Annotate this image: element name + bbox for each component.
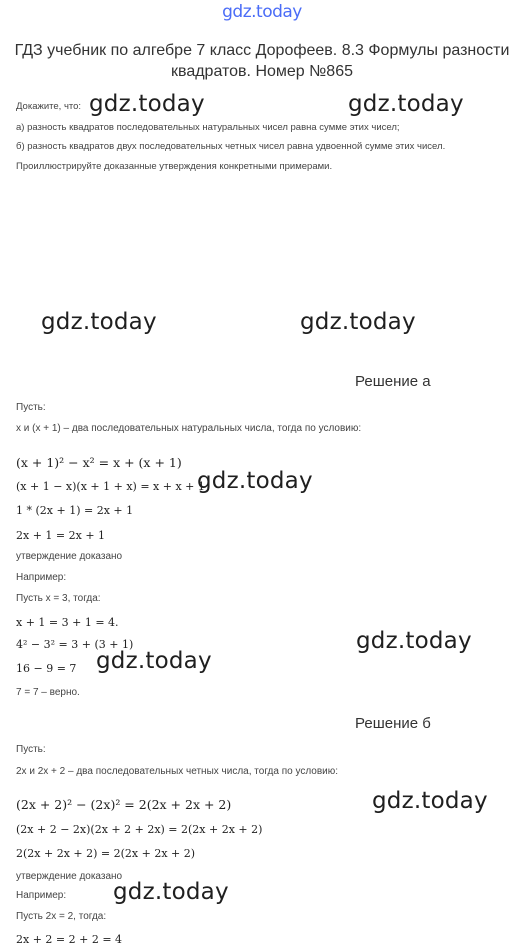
solution-a-let: Пусть: — [16, 402, 46, 413]
solution-a-let-value: Пусть x = 3, тогда: — [16, 593, 101, 604]
solution-a-proven: утверждение доказано — [16, 551, 123, 562]
solution-a-eq3: 1 * (2x + 1) = 2x + 1 — [16, 504, 134, 517]
watermark: gdz.today — [356, 628, 472, 654]
solution-a-ex3: 16 − 9 = 7 — [16, 662, 77, 675]
watermark: gdz.today — [96, 648, 212, 674]
watermark: gdz.today — [113, 879, 229, 905]
solution-b-example: Например: — [16, 890, 67, 901]
solution-b-eq1: (2x + 2)² − (2x)² = 2(2x + 2x + 2) — [16, 797, 232, 812]
watermark: gdz.today — [372, 788, 488, 814]
task-illustrate: Проиллюстрируйте доказанные утверждения конкретными примерами. — [16, 161, 333, 172]
task-part-a: а) разность квадратов последовательных натуральных чисел равна сумме этих чисел; — [16, 122, 400, 133]
solution-a-eq1: (x + 1)² − x² = x + (x + 1) — [16, 455, 182, 470]
watermark: gdz.today — [41, 309, 157, 335]
site-logo[interactable]: gdz.today — [222, 2, 302, 22]
solution-b-ex1: 2x + 2 = 2 + 2 = 4 — [16, 933, 123, 946]
solution-b-let-value: Пусть 2x = 2, тогда: — [16, 911, 107, 922]
solution-b-eq2: (2x + 2 − 2x)(2x + 2 + 2x) = 2(2x + 2x + 2) — [16, 823, 263, 836]
solution-a-eq2: (x + 1 − x)(x + 1 + x) = x + x + 1 — [16, 480, 205, 493]
solution-a-eq4: 2x + 1 = 2x + 1 — [16, 529, 106, 542]
watermark: gdz.today — [348, 91, 464, 117]
solution-b-condition: 2x и 2x + 2 – два последовательных четных числа, тогда по условию: — [16, 766, 339, 777]
solution-b-heading: Решение б — [355, 715, 431, 732]
page-title: ГДЗ учебник по алгебре 7 класс Дорофеев. 8.3 Формулы разности квадратов. Номер №865 — [14, 42, 510, 80]
task-intro: Докажите, что: — [16, 101, 82, 112]
solution-a-heading: Решение а — [355, 373, 431, 390]
solution-b-eq3: 2(2x + 2x + 2) = 2(2x + 2x + 2) — [16, 847, 196, 860]
solution-a-ex4: 7 = 7 – верно. — [16, 687, 80, 698]
solution-a-ex2: 4² − 3² = 3 + (3 + 1) — [16, 638, 134, 651]
solution-a-ex1: x + 1 = 3 + 1 = 4. — [16, 616, 119, 629]
solution-a-condition: x и (x + 1) – два последовательных натуральных числа, тогда по условию: — [16, 423, 362, 434]
watermark: gdz.today — [197, 468, 313, 494]
solution-b-proven: утверждение доказано — [16, 871, 123, 882]
solution-b-let: Пусть: — [16, 744, 46, 755]
watermark: gdz.today — [89, 91, 205, 117]
task-part-b: б) разность квадратов двух последовательных четных чисел равна удвоенной сумме этих чисел. — [16, 141, 446, 152]
watermark: gdz.today — [300, 309, 416, 335]
solution-a-example: Например: — [16, 572, 67, 583]
